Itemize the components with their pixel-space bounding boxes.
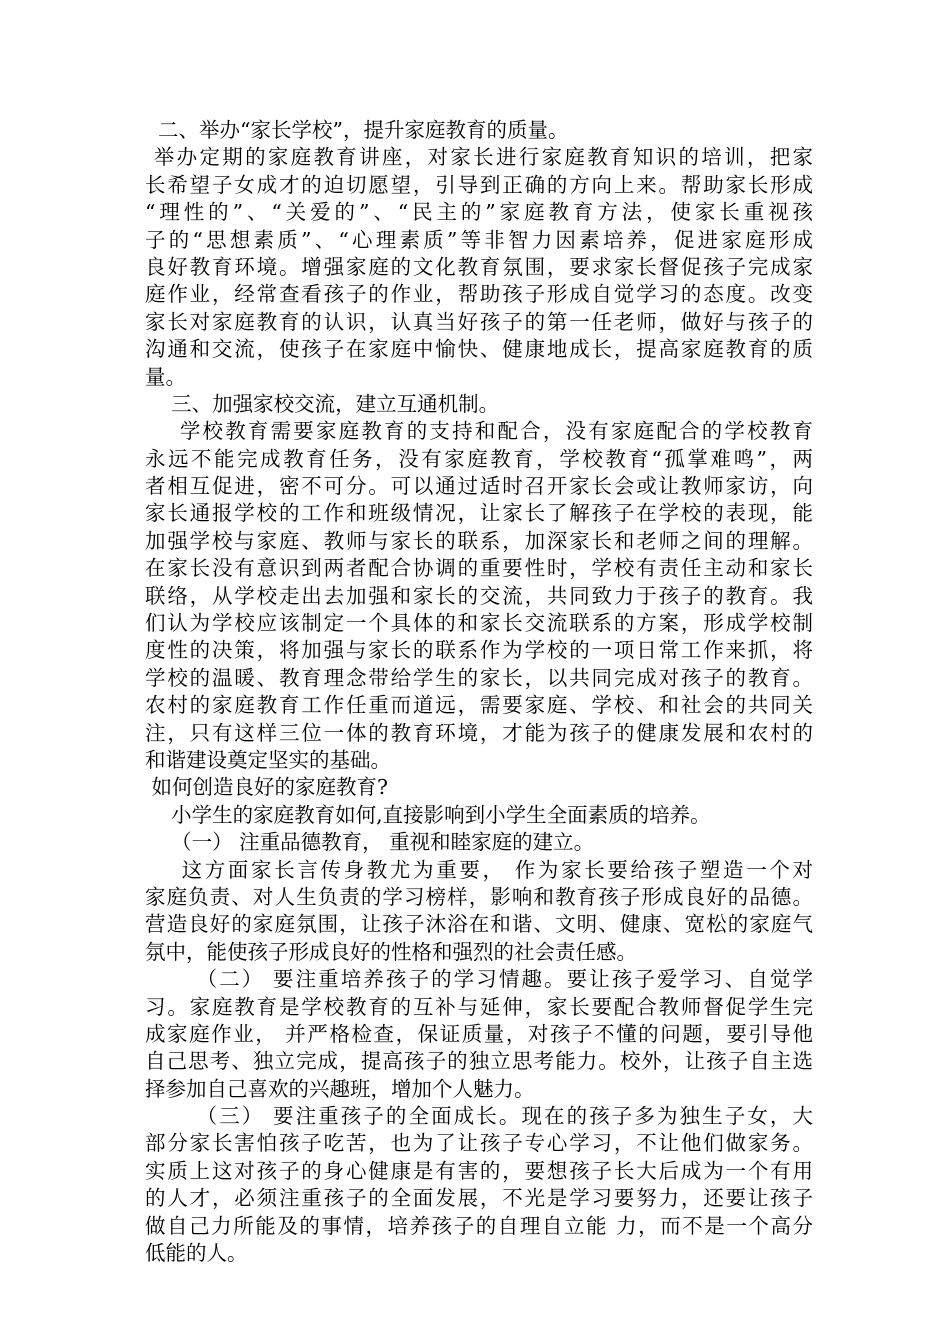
text-line: 子的“思想素质”、“心理素质”等非智力因素培养，促进家庭形成 [145,227,813,252]
text-line: 者相互促进，密不可分。可以通过适时召开家长会或让教师家访，向 [145,474,813,499]
text-line: 氛中，能使孩子形成良好的性格和强烈的社会责任感。 [145,939,637,964]
text-line: 低能的人。 [145,1241,248,1266]
text-line: （三） 要注重孩子的全面成长。现在的孩子多为独生子女，大 [145,1104,813,1129]
text-line: 家长通报学校的工作和班级情况，让家长了解孩子在学校的表现，能 [145,501,813,526]
text-line: 做自己力所能及的事情，培养孩子的自理自立能 力，而不是一个高分 [145,1213,813,1238]
text-line: 成家庭作业， 并严格检查，保证质量，对孩子不懂的问题，要引导他 [145,1021,813,1046]
text-line: 度性的决策，将加强与家长的联系作为学校的一项日常工作来抓，将 [145,638,813,663]
text-line: 这方面家长言传身教尤为重要， 作为家长要给孩子塑造一个对 [145,857,813,882]
text-line: 注，只有这样三位一体的教育环境，才能为孩子的健康发展和农村的 [145,720,813,745]
text-line: “理性的”、“关爱的”、“民主的”家庭教育方法，使家长重视孩 [145,200,813,225]
text-line: 习。家庭教育是学校教育的互补与延伸，家长要配合教师督促学生完 [145,994,813,1019]
text-line: 三、加强家校交流，建立互通机制。 [145,391,500,416]
text-line: 加强学校与家庭、教师与家长的联系，加深家长和老师之间的理解。 [145,528,813,553]
text-line: 学校教育需要家庭教育的支持和配合，没有家庭配合的学校教育 [145,419,813,444]
text-line: 小学生的家庭教育如何,直接影响到小学生全面素质的培养。 [145,802,711,827]
text-line: 庭作业，经常查看孩子的作业，帮助孩子形成自觉学习的态度。改变 [145,282,813,307]
text-line: 家庭负责、对人生负责的学习榜样，影响和教育孩子形成良好的品德。 [145,884,813,909]
text-line: 举办定期的家庭教育讲座，对家长进行家庭教育知识的培训，把家 [145,145,813,170]
text-line: 营造良好的家庭氛围，让孩子沐浴在和谐、文明、健康、宽松的家庭气 [145,912,813,937]
text-line: 们认为学校应该制定一个具体的和家长交流联系的方案，形成学校制 [145,611,813,636]
text-line: 在家长没有意识到两者配合协调的重要性时，学校有责任主动和家长 [145,556,813,581]
text-line: 永远不能完成教育任务，没有家庭教育，学校教育“孤掌难鸣”，两 [145,446,813,471]
text-line: 实质上这对孩子的身心健康是有害的，要想孩子长大后成为一个有用 [145,1158,813,1183]
text-line: 学校的温暖、教育理念带给学生的家长，以共同完成对孩子的教育。 [145,665,813,690]
text-line: 如何创造良好的家庭教育? [145,775,389,800]
text-line: （二） 要注重培养孩子的学习情趣。要让孩子爱学习、自觉学 [145,967,813,992]
text-line: 家长对家庭教育的认识，认真当好孩子的第一任老师，做好与孩子的 [145,309,813,334]
text-line: 联络，从学校走出去加强和家长的交流，共同致力于孩子的教育。我 [145,583,813,608]
text-line: 沟通和交流，使孩子在家庭中愉快、健康地成长，提高家庭教育的质 [145,337,813,362]
text-line: 的人才，必须注重孩子的全面发展，不光是学习要努力，还要让孩子 [145,1186,813,1211]
text-line: 二、举办“家长学校”，提升家庭教育的质量。 [145,118,569,142]
text-line: 农村的家庭教育工作任重而道远，需要家庭、学校、和社会的共同关 [145,693,813,718]
text-line: （一） 注重品德教育， 重视和睦家庭的建立。 [145,830,595,855]
document-body [145,117,813,1267]
text-line: 和谐建设奠定坚实的基础。 [145,747,391,772]
text-line: 长希望子女成才的迫切愿望，引导到正确的方向上来。帮助家长形成 [145,172,813,197]
text-line: 择参加自己喜欢的兴趣班，增加个人魅力。 [145,1076,535,1101]
text-line: 部分家长害怕孩子吃苦，也为了让孩子专心学习，不让他们做家务。 [145,1131,813,1156]
text-line: 自己思考、独立完成，提高孩子的独立思考能力。校外，让孩子自主选 [145,1049,813,1074]
text-line: 量。 [145,364,186,389]
text-line: 良好教育环境。增强家庭的文化教育氛围，要求家长督促孩子完成家 [145,254,813,279]
